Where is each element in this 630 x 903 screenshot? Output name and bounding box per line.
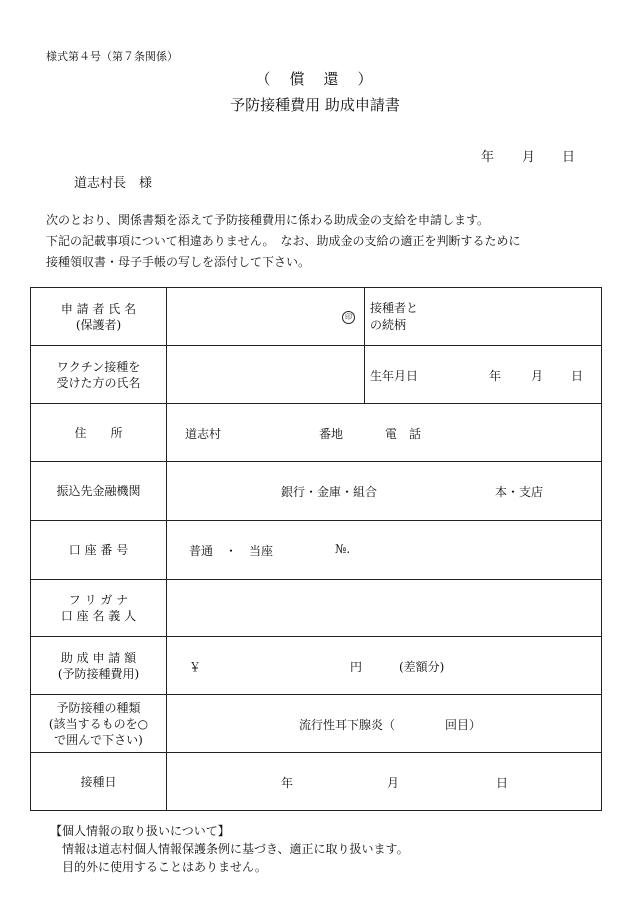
form-number: 様式第４号（第７条関係）	[46, 50, 178, 63]
amount-field[interactable]	[167, 637, 602, 695]
row-vaccination-date	[31, 753, 602, 811]
date-year-label: 年	[481, 150, 495, 165]
difference-label: (差額分)	[399, 660, 445, 674]
row-bank	[31, 462, 602, 521]
vaccine-name: 流行性耳下腺炎（	[299, 718, 396, 732]
yen-mark: ￥	[189, 660, 202, 674]
amount-label: 助 成 申 請 額 (予防接種費用)	[31, 637, 167, 695]
relation-label: 接種者と の続柄	[370, 301, 419, 332]
intro-line-3: 接種領収書・母子手帳の写しを添付して下さい。	[46, 255, 311, 269]
intro-line-1: 次のとおり、関係書類を添えて予防接種費用に係わる助成金の支給を申請します。	[46, 213, 490, 227]
vaccinee-name-field[interactable]	[167, 346, 365, 404]
intro-line-2: 下記の記載事項について相違ありません。 なお、助成金の支給の適正を判断するために	[46, 234, 521, 248]
privacy-line-2: 目的外に使用することはありません。	[62, 860, 267, 874]
date-month-label: 月	[522, 150, 536, 165]
village-name: 道志村	[185, 427, 222, 441]
applicant-name-field[interactable]	[167, 288, 365, 346]
account-holder-label: フ リ ガ ナ 口 座 名 義 人	[31, 580, 167, 637]
application-form-table	[30, 287, 602, 811]
birthdate-label: 生年月日	[370, 369, 419, 383]
vacc-year-label: 年	[281, 776, 294, 790]
row-holder	[31, 580, 602, 637]
bank-label: 振込先金融機関	[31, 462, 167, 521]
privacy-heading: 【個人情報の取り扱いについて】	[50, 824, 230, 838]
form-kind: （ 償 還 ）	[255, 70, 375, 88]
account-holder-field[interactable]	[167, 580, 602, 637]
banchi-label: 番地	[319, 427, 344, 441]
account-types: 普通 ・ 当座	[189, 544, 274, 558]
row-vaccine-type	[31, 695, 602, 753]
row-amount	[31, 637, 602, 695]
dose-suffix: 回目）	[445, 718, 482, 732]
row-applicant	[31, 288, 602, 346]
vacc-month-label: 月	[387, 776, 400, 790]
phone-label: 電 話	[385, 427, 422, 441]
relation-field[interactable]	[365, 288, 602, 346]
yen-unit: 円	[350, 660, 363, 674]
row-account	[31, 521, 602, 580]
birth-year-label: 年	[489, 369, 502, 383]
bank-field[interactable]	[167, 462, 602, 521]
date-day-label: 日	[562, 150, 576, 165]
branch-label: 本・支店	[495, 485, 544, 499]
vaccination-date-label: 接種日	[31, 753, 167, 811]
vaccination-date-field[interactable]	[167, 753, 602, 811]
row-vaccinee	[31, 346, 602, 404]
birthdate-field[interactable]	[365, 346, 602, 404]
page-title: 予防接種費用 助成申請書	[230, 96, 400, 114]
vaccinee-name-label: ワクチン接種を 受けた方の氏名	[31, 346, 167, 404]
seal-mark: 印	[342, 311, 355, 324]
birth-month-label: 月	[531, 369, 544, 383]
privacy-line-1: 情報は道志村個人情報保護条例に基づき、適正に取り扱います。	[62, 842, 409, 856]
addressee: 道志村長 様	[74, 176, 153, 191]
account-no-label: №.	[335, 542, 351, 556]
account-number-field[interactable]	[167, 521, 602, 580]
bank-types: 銀行・金庫・組合	[281, 485, 378, 499]
account-number-label: 口 座 番 号	[31, 521, 167, 580]
row-address	[31, 404, 602, 462]
vacc-day-label: 日	[496, 776, 509, 790]
address-label: 住 所	[31, 404, 167, 462]
birth-day-label: 日	[571, 369, 584, 383]
vaccine-type-field[interactable]	[167, 695, 602, 753]
applicant-name-label: 申 請 者 氏 名 (保護者)	[31, 288, 167, 346]
address-field[interactable]	[167, 404, 602, 462]
vaccine-type-label: 予防接種の種類 (該当するものを○ で囲んで下さい)	[31, 695, 167, 753]
